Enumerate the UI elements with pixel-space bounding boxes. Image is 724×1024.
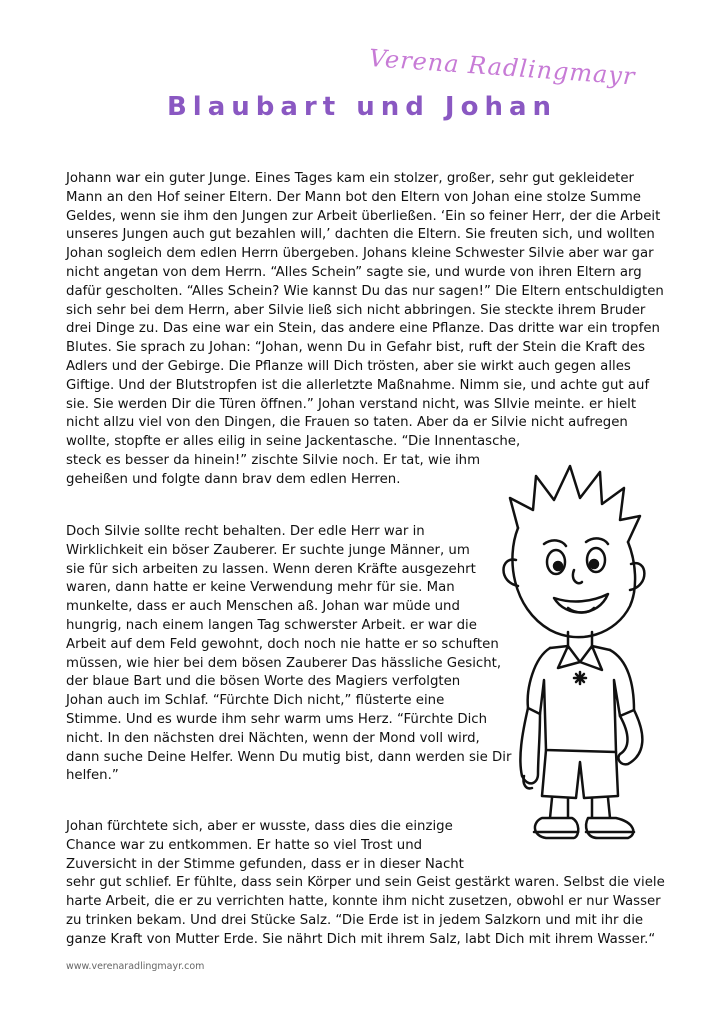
text-line: Johan fürchtete sich, aber er wusste, dass dies die einzige [66,819,453,834]
text-line: nicht allzu viel von den Dingen, die Frauen so taten. Aber da er Silvie nicht aufregen [66,415,628,431]
text-line: drei Dinge zu. Das eine war ein Stein, das andere eine Pflanze. Das dritte war ein tropfen [66,321,660,337]
text-line: Stimme. Und es wurde ihm sehr warm ums Herz. “Fürchte Dich [66,711,488,727]
text-line: waren, dann hatte er keine Verwendung mehr für sie. Man [66,580,455,596]
text-line: Mann an den Hof seiner Eltern. Der Mann bot den Eltern von Johan eine stolze Summe [66,189,641,205]
text-line: helfen.” [66,768,119,784]
text-line: Giftige. Und der Blutstropfen ist die allerletzte Maßnahme. Nimm sie, und achte gut auf [66,377,650,393]
text-line: nicht. In den nächsten drei Nächten, wenn der Mond voll wird, [66,730,480,746]
text-line: der blaue Bart und die bösen Worte des Magiers verfolgten [66,674,461,690]
text-line: Blutes. Sie sprach zu Johan: “Johan, wenn Du in Gefahr bist, ruft der Stein die Kraft des [66,340,646,356]
footer-url: www.verenaradlingmayr.com [66,961,205,972]
text-line: munkelte, dass er auch Menschen aß. Johan war müde und [66,599,460,615]
text-line: wollte, stopfte er alles eilig in seine Jackentasche. “Die Innentasche, [66,434,521,450]
text-line: Zuversicht in der Stimme gefunden, dass er in dieser Nacht [66,856,464,872]
author-signature: Verena Radlingmayr [368,44,637,91]
text-line: Geldes, wenn sie ihm den Jungen zur Arbeit überließen. ‘Ein so feiner Herr, der die Arbeit [66,208,661,224]
text-line: sie für sich arbeiten zu lassen. Wenn deren Kräfte ausgezehrt [66,561,476,577]
text-line: steck es besser da hinein!” zischte Silvie noch. Er tat, wie ihm [66,452,481,468]
text-line: hungrig, nach einem langen Tag schwerster Arbeit. er war die [66,617,477,633]
text-line: zu trinken bekam. Und drei Stücke Salz. “Die Erde ist in jedem Salzkorn und mit ihr die [66,912,644,928]
text-line: Johan sogleich dem edlen Herrn übergeben. Johans kleine Schwester Silvie aber war gar [66,246,654,262]
paragraph-1 [66,170,664,490]
text-line: müssen, wie hier bei dem bösen Zauberer Das hässliche Gesicht, [66,655,502,671]
text-line: Adlers und der Gebirge. Die Pflanze will Dich trösten, aber sie wirkt auch gegen alles [66,358,631,374]
text-line: Arbeit auf dem Feld gewohnt, doch noch nie hatte er so schuften [66,636,499,652]
text-line: geheißen und folgte dann brav dem edlen Herren. [66,471,401,487]
text-line: sich sehr bei dem Herrn, aber Silvie ließ sich nicht abbringen. Sie steckte ihrem Bruder [66,302,646,318]
text-line: unseres Jungen auch gut bezahlen will,’ dachten die Eltern. Sie freuten sich, und wollten [66,227,655,243]
text-line: nicht angetan von dem Herrn. “Alles Schein” sagte sie, und wurde von ihren Eltern arg [66,264,642,280]
text-line: Johan auch im Schlaf. “Fürchte Dich nicht,” flüsterte eine [66,693,445,709]
text-line: harte Arbeit, die er zu verrichten hatte, konnte ihm nicht zusetzen, obwohl er nur Wasser [66,894,661,910]
text-line: Chance war zu entkommen. Er hatte so viel Trost und [66,837,423,853]
text-line: sehr gut schlief. Er fühlte, dass sein Körper und sein Geist gestärkt waren. Selbst die viele [66,875,665,891]
paragraph-2 [66,523,512,786]
text-line: dann suche Deine Helfer. Wenn Du mutig bist, dann werden sie Dir [66,749,512,765]
text-line: sie. Sie werden Dir die Türen öffnen.” Johan verstand nicht, was SIlvie meinte. er hielt [66,396,637,412]
page-title: Blaubart und Johan [166,92,558,122]
text-line: dafür gescholten. “Alles Schein? Wie kannst Du das nur sagen!” Die Eltern entschuldigten [66,283,664,299]
text-line: ganze Kraft von Mutter Erde. Sie nährt Dich mit ihrem Salz, labt Dich mit ihrem Wasser.“ [66,931,656,947]
boy-illustration [488,458,662,848]
text-line: Doch Silvie sollte recht behalten. Der edle Herr war in [66,524,425,539]
text-line: Wirklichkeit ein böser Zauberer. Er suchte junge Männer, um [66,542,470,558]
text-line: Johann war ein guter Junge. Eines Tages kam ein stolzer, großer, sehr gut gekleideter [66,171,634,186]
